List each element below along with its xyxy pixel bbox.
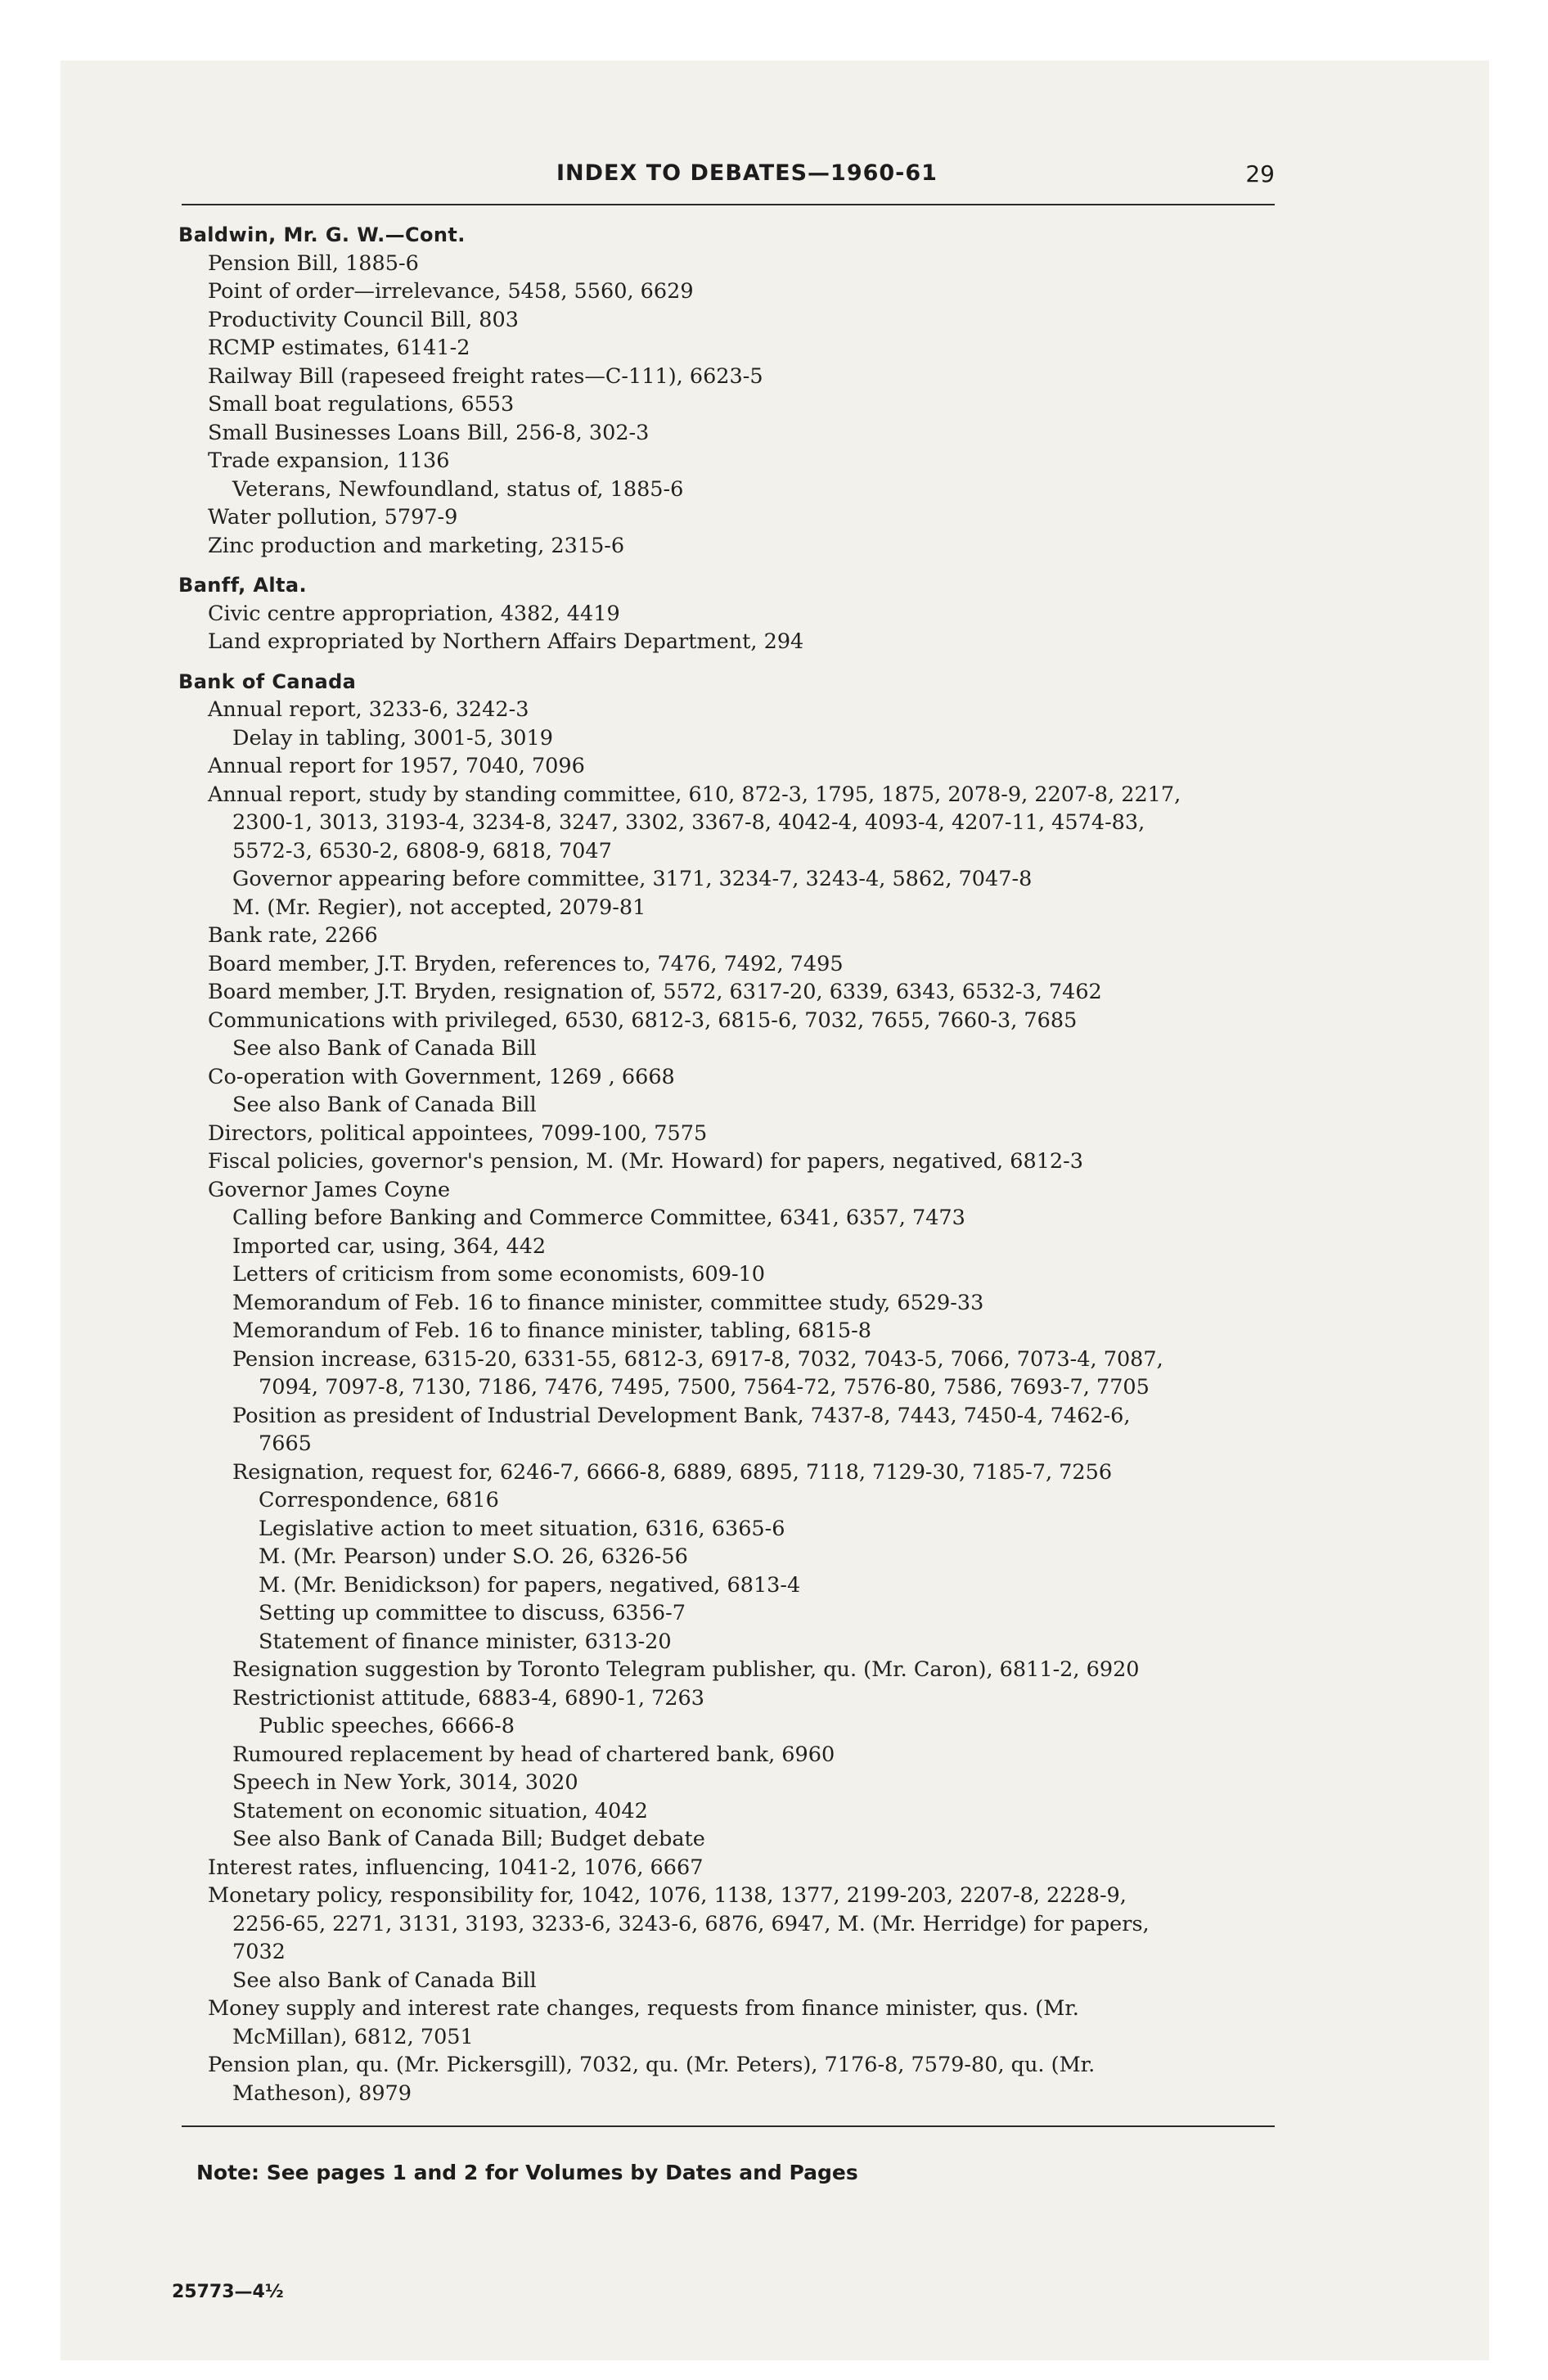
index-entry: M. (Mr. Regier), not accepted, 2079-81 [232, 895, 646, 920]
header-rule [182, 204, 1275, 205]
index-entry: Small boat regulations, 6553 [208, 392, 515, 417]
footer-rule [182, 2125, 1275, 2127]
index-entry: Calling before Banking and Commerce Committee, 6341, 6357, 7473 [232, 1206, 965, 1230]
index-entry: Board member, J.T. Bryden, references to, 7476, 7492, 7495 [208, 951, 844, 976]
index-entry: McMillan), 6812, 7051 [232, 2024, 474, 2049]
index-entry: Land expropriated by Northern Affairs Department, 294 [208, 629, 804, 654]
index-entry: See also Bank of Canada Bill [232, 1036, 537, 1061]
print-code: 25773—4½ [172, 2282, 284, 2302]
index-entry: 5572-3, 6530-2, 6808-9, 6818, 7047 [232, 838, 612, 863]
index-entry: Trade expansion, 1136 [208, 449, 450, 473]
index-entry: Resignation suggestion by Toronto Telegram publisher, qu. (Mr. Caron), 6811-2, 6920 [232, 1657, 1140, 1682]
index-entry: Speech in New York, 3014, 3020 [232, 1770, 578, 1795]
index-entry: Water pollution, 5797-9 [208, 505, 458, 530]
index-entry: Matheson), 8979 [232, 2080, 412, 2106]
index-entry: Money supply and interest rate changes, requests from finance minister, qus. (Mr. [208, 1996, 1079, 2021]
index-entry: See also Bank of Canada Bill; Budget debate [232, 1827, 705, 1851]
index-entry: Public speeches, 6666-8 [259, 1714, 515, 1738]
index-entry: Monetary policy, responsibility for, 1042, 1076, 1138, 1377, 2199-203, 2207-8, 2228-9, [208, 1883, 1127, 1908]
index-entry: Pension plan, qu. (Mr. Pickersgill), 7032, qu. (Mr. Peters), 7176-8, 7579-80, qu. (Mr. [208, 2053, 1096, 2077]
index-entry: Governor James Coyne [208, 1177, 451, 1202]
index-entry: Productivity Council Bill, 803 [208, 307, 519, 332]
index-entry: Legislative action to meet situation, 6316, 6365-6 [259, 1516, 785, 1541]
index-entry: Board member, J.T. Bryden, resignation of, 5572, 6317-20, 6339, 6343, 6532-3, 7462 [208, 980, 1102, 1004]
index-entry: Setting up committee to discuss, 6356-7 [259, 1601, 686, 1625]
index-entry: Pension Bill, 1885-6 [208, 250, 419, 276]
index-entry: See also Bank of Canada Bill [232, 1968, 537, 1993]
index-entry: Fiscal policies, governor's pension, M. (Mr. Howard) for papers, negatived, 6812-3 [208, 1149, 1083, 1174]
index-entry: Zinc production and marketing, 2315-6 [208, 533, 625, 558]
index-entry: Correspondence, 6816 [259, 1488, 499, 1512]
index-entry: Communications with privileged, 6530, 6812-3, 6815-6, 7032, 7655, 7660-3, 7685 [208, 1007, 1078, 1033]
index-entry: Annual report, 3233-6, 3242-3 [208, 697, 529, 722]
index-entry: Annual report, study by standing committee, 610, 872-3, 1795, 1875, 2078-9, 2207-8, 2217, [208, 782, 1181, 807]
index-entry: 2256-65, 2271, 3131, 3193, 3233-6, 3243-6, 6876, 6947, M. (Mr. Herridge) for papers, [232, 1911, 1150, 1936]
index-entry: Imported car, using, 364, 442 [232, 1233, 547, 1259]
index-entry: M. (Mr. Pearson) under S.O. 26, 6326-56 [259, 1544, 688, 1569]
index-entry: Memorandum of Feb. 16 to finance minister, tabling, 6815-8 [232, 1318, 871, 1343]
index-entry: Small Businesses Loans Bill, 256-8, 302-3 [208, 420, 650, 445]
index-entry: Letters of criticism from some economists, 609-10 [232, 1262, 766, 1287]
index-entry: Rumoured replacement by head of chartered bank, 6960 [232, 1742, 835, 1767]
index-entry: Memorandum of Feb. 16 to finance minister, committee study, 6529-33 [232, 1290, 984, 1315]
index-entry: See also Bank of Canada Bill [232, 1093, 537, 1117]
index-entry: 7665 [259, 1431, 312, 1456]
index-entry: M. (Mr. Benidickson) for papers, negatived, 6813-4 [259, 1572, 801, 1598]
index-entry: Statement of finance minister, 6313-20 [259, 1629, 672, 1654]
page-number: 29 [1245, 160, 1275, 187]
index-entry: Annual report for 1957, 7040, 7096 [208, 754, 585, 778]
index-entry: Delay in tabling, 3001-5, 3019 [232, 725, 553, 751]
index-entry: Veterans, Newfoundland, status of, 1885-6 [232, 476, 684, 502]
index-entry: RCMP estimates, 6141-2 [208, 336, 470, 360]
index-entry: Restrictionist attitude, 6883-4, 6890-1, 7263 [232, 1685, 704, 1711]
page-header [182, 156, 1275, 196]
index-entry: Bank rate, 2266 [208, 923, 378, 948]
index-entry: Statement on economic situation, 4042 [232, 1798, 648, 1823]
index-entry: Co-operation with Government, 1269 , 6668 [208, 1064, 675, 1089]
index-entry: 7094, 7097-8, 7130, 7186, 7476, 7495, 7500, 7564-72, 7576-80, 7586, 7693-7, 7705 [259, 1375, 1150, 1400]
index-entry: Interest rates, influencing, 1041-2, 1076, 6667 [208, 1855, 704, 1880]
index-entry: Railway Bill (rapeseed freight rates—C-111), 6623-5 [208, 363, 763, 389]
index-entries [178, 221, 1291, 2107]
index-entry: Civic centre appropriation, 4382, 4419 [208, 601, 620, 626]
volumes-note: Note: See pages 1 and 2 for Volumes by Dates and Pages [196, 2161, 858, 2184]
index-entry: Resignation, request for, 6246-7, 6666-8, 6889, 6895, 7118, 7129-30, 7185-7, 7256 [232, 1459, 1113, 1485]
index-entry: Position as president of Industrial Development Bank, 7437-8, 7443, 7450-4, 7462-6, [232, 1403, 1131, 1428]
index-entry: Governor appearing before committee, 3171, 3234-7, 3243-4, 5862, 7047-8 [232, 867, 1033, 891]
index-entry: Directors, political appointees, 7099-100, 7575 [208, 1120, 708, 1146]
index-entry: 7032 [232, 1940, 286, 1964]
index-entry: 2300-1, 3013, 3193-4, 3234-8, 3247, 3302, 3367-8, 4042-4, 4093-4, 4207-11, 4574-83, [232, 810, 1145, 835]
index-heading: Baldwin, Mr. G. W.—Cont. [178, 223, 466, 246]
page-title: INDEX TO DEBATES—1960-61 [556, 160, 938, 186]
index-heading: Bank of Canada [178, 669, 357, 693]
index-heading: Banff, Alta. [178, 574, 308, 597]
index-entry: Pension increase, 6315-20, 6331-55, 6812-3, 6917-8, 7032, 7043-5, 7066, 7073-4, 7087, [232, 1346, 1163, 1372]
index-entry: Point of order—irrelevance, 5458, 5560, 6629 [208, 279, 694, 304]
